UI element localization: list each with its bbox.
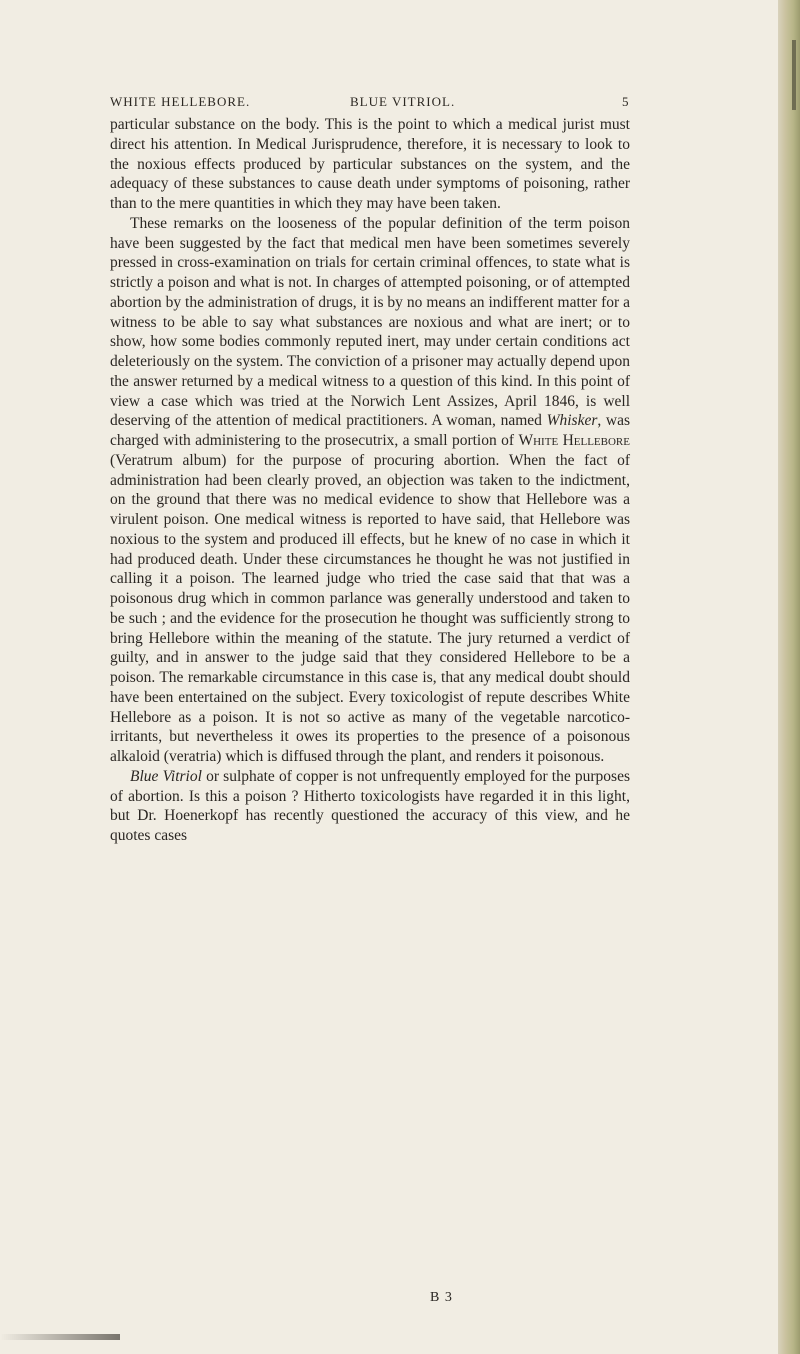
paragraph-3 <box>110 767 630 846</box>
smallcaps-term: White Hellebore <box>518 432 630 449</box>
italic-term: Blue Vitriol <box>130 767 202 785</box>
page-number: 5 <box>622 94 630 109</box>
bottom-rule <box>0 1334 120 1340</box>
body-text <box>110 115 630 846</box>
paragraph-2 <box>110 214 630 767</box>
italic-name: Whisker <box>546 412 598 430</box>
paragraph-2-part-c: (Veratrum album) for the purpose of procuring abortion. When the fact of administration had been clearly proved, an objection was taken to the indictment, on the ground that there was no medical evidence to show that Hellebore was a virulent poison. One medical witness is reported to have said, that Hellebore was noxious to the system and produced ill effects, but he knew of no case in which it had produced death. Under these circumstances he thought he was not justified in calling it a poison. The learned judge who tried the case said that that was a poisonous drug which in common parlance was generally understood and taken to be such ; and the evidence for the prosecution he thought was sufficiently strong to bring Hellebore within the meaning of the statute. The jury returned a verdict of guilty, and in answer to the judge said that they considered Hellebore to be a poison. The remarkable circumstance in this case is, that any medical doubt should have been entertained on the subject. Every toxicologist of repute describes White Hellebore as a poison. It is not so active as many of the vegetable narcotico-irritants, but nevertheless it owes its properties to the presence of a poisonous alkaloid (veratria) which is diffused through the plant, and renders it poisonous. <box>110 451 630 765</box>
signature-mark: B 3 <box>430 1290 453 1305</box>
edge-tab <box>792 40 796 110</box>
paragraph-1: particular substance on the body. This is the point to which a medical jurist must direct his attention. In Medical Jurisprudence, therefore, it is necessary to look to the noxious effects produced by particular substances on the system, and the adequacy of these substances to cause death under symptoms of poisoning, rather than to the mere quantities in which they may have been taken. <box>110 116 630 212</box>
paragraph-2-part-a: These remarks on the looseness of the popular definition of the term poison have been suggested by the fact that medical men have been sometimes severely pressed in cross-examination on trials for certain criminal offences, to state what is strictly a poison and what is not. In charges of attempted poisoning, or of attempted abortion by the administration of drugs, it is by no means an indifferent matter for a witness to be able to say what substances are noxious and what are inert; or to show, how some bodies commonly reputed inert, may under certain conditions act deleteriously on the system. The conviction of a prisoner may actually depend upon the answer returned by a medical witness to a question of this kind. In this point of view a case which was tried at the Norwich Lent Assizes, April 1846, is well deserving of the attention of medical practitioners. A woman, named <box>110 214 630 430</box>
paragraph-3-text: or sulphate of copper is not unfrequently employed for the purposes of abortion. Is this a poison ? Hitherto toxicologists have regarded it in this light, but Dr. Hoenerkopf has recently questioned the accuracy of this view, and he quotes cases <box>110 767 630 844</box>
paragraph-2-part-b: , was charged with administering to the prosecutrix, a small portion of <box>110 412 630 449</box>
page-edge <box>778 0 800 1354</box>
header-title-left: WHITE HELLEBORE. <box>110 94 251 109</box>
header-title-right: BLUE VITRIOL. <box>350 94 456 109</box>
